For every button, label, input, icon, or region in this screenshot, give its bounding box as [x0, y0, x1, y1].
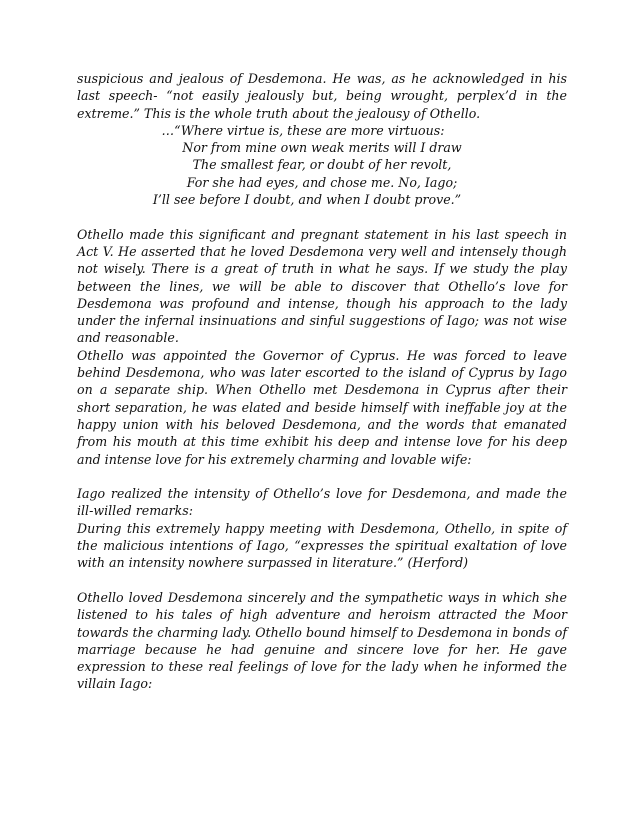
paragraph-gap — [77, 468, 567, 485]
intro-paragraph: suspicious and jealous of Desdemona. He was, as he acknowledged in his last speech- “not easily jealously but, being wrought, perplex’d in the extreme.” This is the whole truth about the jealousy of Othello. — [77, 71, 567, 121]
document-page — [77, 70, 567, 693]
verse-line: I’ll see before I doubt, and when I doubt prove.” — [152, 192, 462, 208]
verse-line: Nor from mine own weak merits will I draw — [182, 140, 462, 156]
verse-quote — [77, 122, 567, 208]
cyprus-paragraph: Othello was appointed the Governor of Cyprus. He was forced to leave behind Desdemona, who was later escorted to the island of Cyprus by Iago on a separate ship. When Othello met Desdemona in Cyprus after their short separation, he was elated and beside himself with ineffable joy at the happy union with his beloved Desdemona, and the words that emanated from his mouth at this time exhibit his deep and intense love for his deep and intense love for his extremely charming and lovable wife: — [77, 347, 567, 467]
statement-paragraph: Othello made this significant and pregnant statement in his last speech in Act V. He asserted that he loved Desdemona very well and intensely though not wisely. There is a great of truth in what he says. If we study the play between the lines, we will be able to discover that Othello’s love for Desdemona was profound and intense, though his approach to the lady under the infernal insinuations and sinful suggestions of Iago; was not wise and reasonable. — [77, 226, 567, 346]
paragraph-gap — [77, 572, 567, 589]
verse-line: The smallest fear, or doubt of her revolt, — [192, 157, 452, 173]
sincere-love-paragraph: Othello loved Desdemona sincerely and the sympathetic ways in which she listened to his tales of high adventure and heroism attracted the Moor towards the charming lady. Othello bound himself to Desdemona in bonds of marriage because he had genuine and sincere love for her. He gave expression to these real feelings of love for the lady when he informed the villain Iago: — [77, 589, 567, 692]
meeting-paragraph: During this extremely happy meeting with Desdemona, Othello, in spite of the malicious intentions of Iago, “expresses the spiritual exaltation of love with an intensity nowhere surpassed in literature.” (Herford) — [77, 520, 567, 571]
verse-line: …“Where virtue is, these are more virtuous: — [161, 122, 445, 138]
iago-paragraph: Iago realized the intensity of Othello’s love for Desdemona, and made the ill-willed remarks: — [77, 486, 567, 519]
verse-line: For she had eyes, and chose me. No, Iago; — [186, 174, 458, 190]
paragraph-gap — [77, 208, 567, 225]
